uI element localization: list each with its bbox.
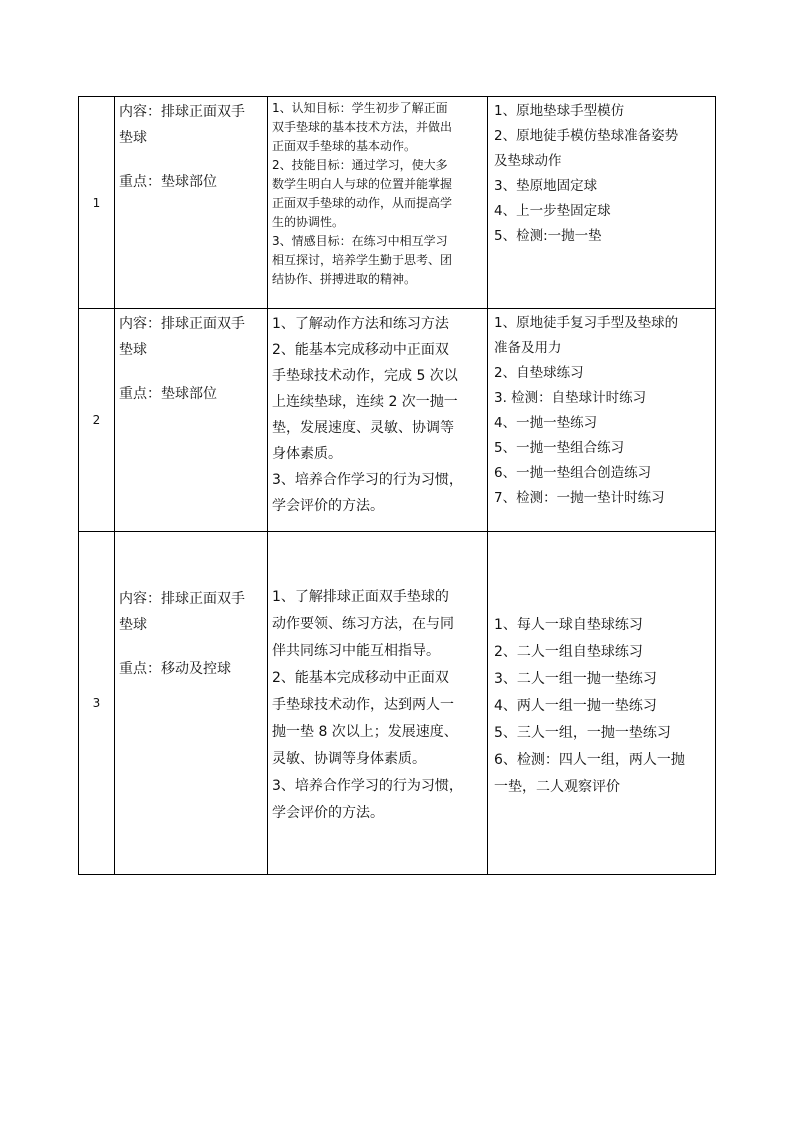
step-line: 5、三人一组，一抛一垫练习 xyxy=(494,725,671,741)
content-cell xyxy=(115,309,268,532)
step-line: 4、两人一组一抛一垫练习 xyxy=(494,698,657,714)
goal-line: 2、能基本完成移动中正面双 xyxy=(272,342,449,358)
goal-line: 伴共同练习中能互相指导。 xyxy=(272,643,440,659)
goal-line: 学会评价的方法。 xyxy=(272,498,384,514)
content-line: 垫球 xyxy=(119,617,147,633)
lesson-number: 2 xyxy=(79,309,115,532)
goal-line: 手垫球技术动作，完成 5 次以 xyxy=(272,368,458,384)
goal-line: 双手垫球的基本技术方法，并做出 xyxy=(272,120,453,134)
step-line: 4、一抛一垫练习 xyxy=(494,415,598,431)
content-line: 垫球 xyxy=(119,342,147,358)
steps-cell xyxy=(488,97,716,309)
step-line: 1、原地垫球手型模仿 xyxy=(494,103,625,119)
step-line: 6、一抛一垫组合创造练习 xyxy=(494,465,652,481)
goal-line: 3、培养合作学习的行为习惯， xyxy=(272,778,463,794)
content-line: 内容：排球正面双手 xyxy=(119,591,245,607)
goal-line: 1、认知目标：学生初步了解正面 xyxy=(272,101,448,115)
goal-line: 数学生明白人与球的位置并能掌握 xyxy=(272,177,453,191)
goal-line: 1、了解排球正面双手垫球的 xyxy=(272,589,449,605)
step-line: 及垫球动作 xyxy=(494,153,562,169)
goals-cell xyxy=(268,97,488,309)
goal-line: 1、了解动作方法和练习方法 xyxy=(272,316,449,332)
goal-line: 动作要领、练习方法，在与同 xyxy=(272,616,454,632)
goal-line: 2、技能目标：通过学习，使大多 xyxy=(272,158,448,172)
goal-line: 正面双手垫球的基本动作。 xyxy=(272,139,417,153)
table-row xyxy=(79,97,716,309)
content-line: 内容：排球正面双手 xyxy=(119,316,245,332)
step-line: 准备及用力 xyxy=(494,340,562,356)
goal-line: 手垫球技术动作，达到两人一 xyxy=(272,697,454,713)
goals-cell xyxy=(268,309,488,532)
lesson-number: 3 xyxy=(79,532,115,875)
table-row xyxy=(79,532,716,875)
content-line: 垫球 xyxy=(119,130,147,146)
step-line: 5、检测:一抛一垫 xyxy=(494,228,602,244)
goal-line: 垫，发展速度、灵敏、协调等 xyxy=(272,420,454,436)
goal-line: 学会评价的方法。 xyxy=(272,805,384,821)
steps-cell xyxy=(488,309,716,532)
goal-line: 上连续垫球，连续 2 次一抛一 xyxy=(272,394,458,410)
content-cell xyxy=(115,97,268,309)
goals-cell xyxy=(268,532,488,875)
step-line: 3. 检测：自垫球计时练习 xyxy=(494,390,647,406)
focus-line: 重点：移动及控球 xyxy=(119,661,231,677)
step-line: 2、二人一组自垫球练习 xyxy=(494,644,643,660)
goal-line: 结协作、拼搏进取的精神。 xyxy=(272,272,417,286)
step-line: 3、垫原地固定球 xyxy=(494,178,598,194)
content-line: 内容：排球正面双手 xyxy=(119,104,245,120)
goal-line: 身体素质。 xyxy=(272,446,342,462)
steps-cell xyxy=(488,532,716,875)
step-line: 2、原地徒手模仿垫球准备姿势 xyxy=(494,128,679,144)
goal-line: 2、能基本完成移动中正面双 xyxy=(272,670,449,686)
goal-line: 正面双手垫球的动作，从而提高学 xyxy=(272,196,453,210)
step-line: 7、检测：一抛一垫计时练习 xyxy=(494,490,665,506)
step-line: 1、每人一球自垫球练习 xyxy=(494,617,643,633)
goal-line: 抛一垫 8 次以上；发展速度、 xyxy=(272,724,458,740)
step-line: 6、检测：四人一组，两人一抛 xyxy=(494,752,685,768)
focus-line: 重点：垫球部位 xyxy=(119,386,217,402)
goal-line: 灵敏、协调等身体素质。 xyxy=(272,751,426,767)
step-line: 3、二人一组一抛一垫练习 xyxy=(494,671,657,687)
goal-line: 3、情感目标：在练习中相互学习 xyxy=(272,234,448,248)
lesson-plan-table xyxy=(78,96,716,875)
goal-line: 相互探讨，培养学生勤于思考、团 xyxy=(272,253,453,267)
step-line: 2、自垫球练习 xyxy=(494,365,584,381)
lesson-number: 1 xyxy=(79,97,115,309)
goal-line: 3、培养合作学习的行为习惯， xyxy=(272,472,463,488)
step-line: 4、上一步垫固定球 xyxy=(494,203,611,219)
table-row xyxy=(79,309,716,532)
step-line: 1、原地徒手复习手型及垫球的 xyxy=(494,315,679,331)
focus-line: 重点：垫球部位 xyxy=(119,174,217,190)
step-line: 5、一抛一垫组合练习 xyxy=(494,440,625,456)
step-line: 一垫，二人观察评价 xyxy=(494,779,620,795)
goal-line: 生的协调性。 xyxy=(272,215,345,229)
content-cell xyxy=(115,532,268,875)
